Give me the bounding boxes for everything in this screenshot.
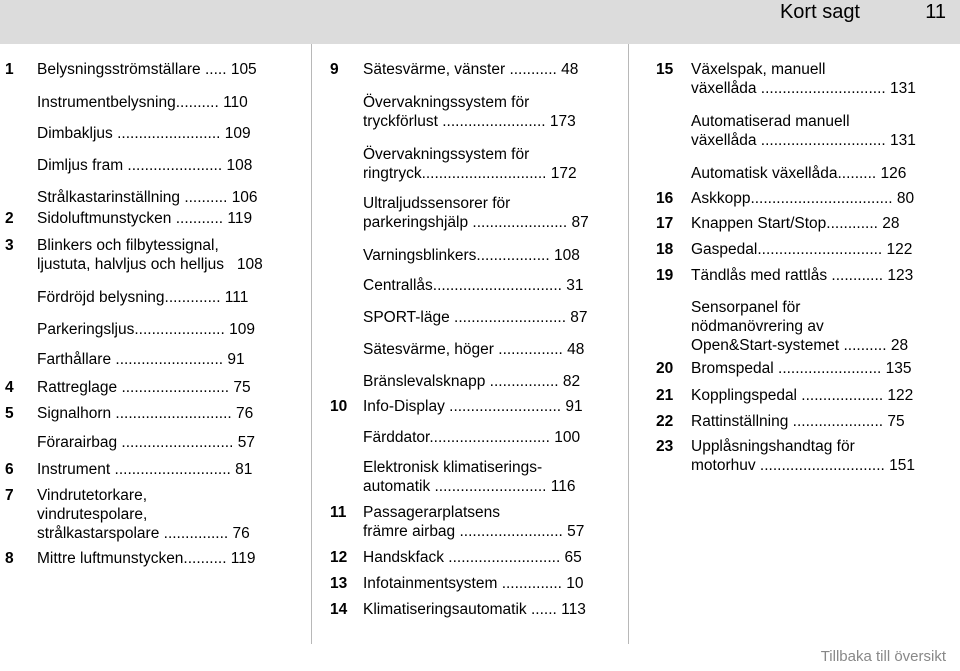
entry-number: 3 [5, 237, 14, 254]
entry-text: Passagerarplatsens främre airbag ........................ 57 [363, 504, 585, 540]
entry-text: Info-Display .......................... 91 [363, 398, 583, 415]
entry-number: 8 [5, 550, 14, 567]
entry-number: 23 [656, 438, 674, 455]
entry-text: SPORT-läge .......................... 87 [363, 309, 588, 326]
entry-number: 1 [5, 61, 14, 78]
entry-number: 13 [330, 575, 348, 592]
column-divider [628, 44, 629, 644]
entry-text: Färddator............................ 100 [363, 429, 581, 446]
page-number: 11 [925, 1, 946, 23]
entry-number: 5 [5, 405, 14, 422]
entry-number: 7 [5, 487, 14, 504]
entry-text: Infotainmentsystem .............. 10 [363, 575, 584, 592]
entry-text: Askkopp................................. 80 [691, 190, 915, 207]
entry-text: Sensorpanel för nödmanövrering av Open&Start-systemet .......... 28 [691, 299, 909, 354]
entry-text: Ultraljudssensorer för parkeringshjälp ...................... 87 [363, 195, 589, 231]
entry-text: Parkeringsljus..................... 109 [37, 321, 255, 338]
entry-number: 21 [656, 387, 674, 404]
entry-text: Upplåsningshandtag för motorhuv ............................. 151 [691, 438, 915, 474]
entry-text: Vindrutetorkare, vindrutespolare, strålkastarspolare ............... 76 [37, 487, 250, 542]
entry-text: Blinkers och filbytessignal, ljustuta, halvljus och helljus 108 [37, 237, 263, 273]
column-divider [311, 44, 312, 644]
entry-number: 16 [656, 190, 674, 207]
entry-text: Varningsblinkers................. 108 [363, 247, 580, 264]
page-title: Kort sagt [779, 1, 860, 23]
entry-number: 17 [656, 215, 674, 232]
entry-number: 2 [5, 210, 14, 227]
entry-number: 10 [330, 398, 348, 415]
entry-text: Handskfack .......................... 65 [363, 549, 582, 566]
entry-number: 6 [5, 461, 14, 478]
entry-text: Sätesvärme, vänster ........... 48 [363, 61, 579, 78]
entry-text: Sätesvärme, höger ............... 48 [363, 341, 585, 358]
entry-text: Mittre luftmunstycken.......... 119 [37, 550, 256, 567]
entry-number: 15 [656, 61, 674, 78]
entry-text: Växelspak, manuell växellåda ............................. 131 [691, 61, 916, 97]
entry-text: Instrument ........................... 81 [37, 461, 253, 478]
entry-text: Automatiserad manuell växellåda ............................. 131 [691, 113, 916, 149]
entry-text: Bromspedal ........................ 135 [691, 360, 912, 377]
entry-text: Rattreglage ......................... 75 [37, 379, 251, 396]
entry-number: 9 [330, 61, 339, 78]
entry-text: Instrumentbelysning.......... 110 [37, 94, 248, 111]
entry-text: Bränslevalsknapp ................ 82 [363, 373, 581, 390]
entry-text: Farthållare ......................... 91 [37, 351, 245, 368]
entry-text: Fördröjd belysning............. 111 [37, 289, 249, 306]
entry-number: 20 [656, 360, 674, 377]
entry-text: Övervakningssystem för tryckförlust ........................ 173 [363, 94, 576, 130]
entry-text: Elektronisk klimatiserings- automatik .......................... 116 [363, 459, 576, 495]
entry-number: 19 [656, 267, 674, 284]
entry-number: 18 [656, 241, 674, 258]
entry-text: Belysningsströmställare ..... 105 [37, 61, 257, 78]
entry-number: 11 [330, 504, 347, 521]
entry-text: Dimljus fram ...................... 108 [37, 157, 253, 174]
entry-text: Sidoluftmunstycken ........... 119 [37, 210, 253, 227]
entry-text: Kopplingspedal ................... 122 [691, 387, 914, 404]
entry-text: Gaspedal............................. 122 [691, 241, 913, 258]
entry-text: Automatisk växellåda......... 126 [691, 165, 907, 182]
entry-text: Förarairbag .......................... 57 [37, 434, 255, 451]
entry-text: Tändlås med rattlås ............ 123 [691, 267, 914, 284]
entry-number: 12 [330, 549, 348, 566]
entry-text: Centrallås.............................. 31 [363, 277, 584, 294]
back-to-overview-link[interactable]: Tillbaka till översikt [820, 648, 946, 665]
header-bar [0, 0, 960, 44]
entry-text: Övervakningssystem för ringtryck............................. 172 [363, 146, 577, 182]
entry-text: Strålkastarinställning .......... 106 [37, 189, 258, 206]
entry-number: 14 [330, 601, 348, 618]
entry-number: 4 [5, 379, 14, 396]
entry-text: Klimatiseringsautomatik ...... 113 [363, 601, 586, 618]
entry-text: Rattinställning ..................... 75 [691, 413, 905, 430]
entry-text: Dimbakljus ........................ 109 [37, 125, 251, 142]
entry-number: 22 [656, 413, 674, 430]
entry-text: Signalhorn ........................... 76 [37, 405, 254, 422]
entry-text: Knappen Start/Stop............ 28 [691, 215, 900, 232]
